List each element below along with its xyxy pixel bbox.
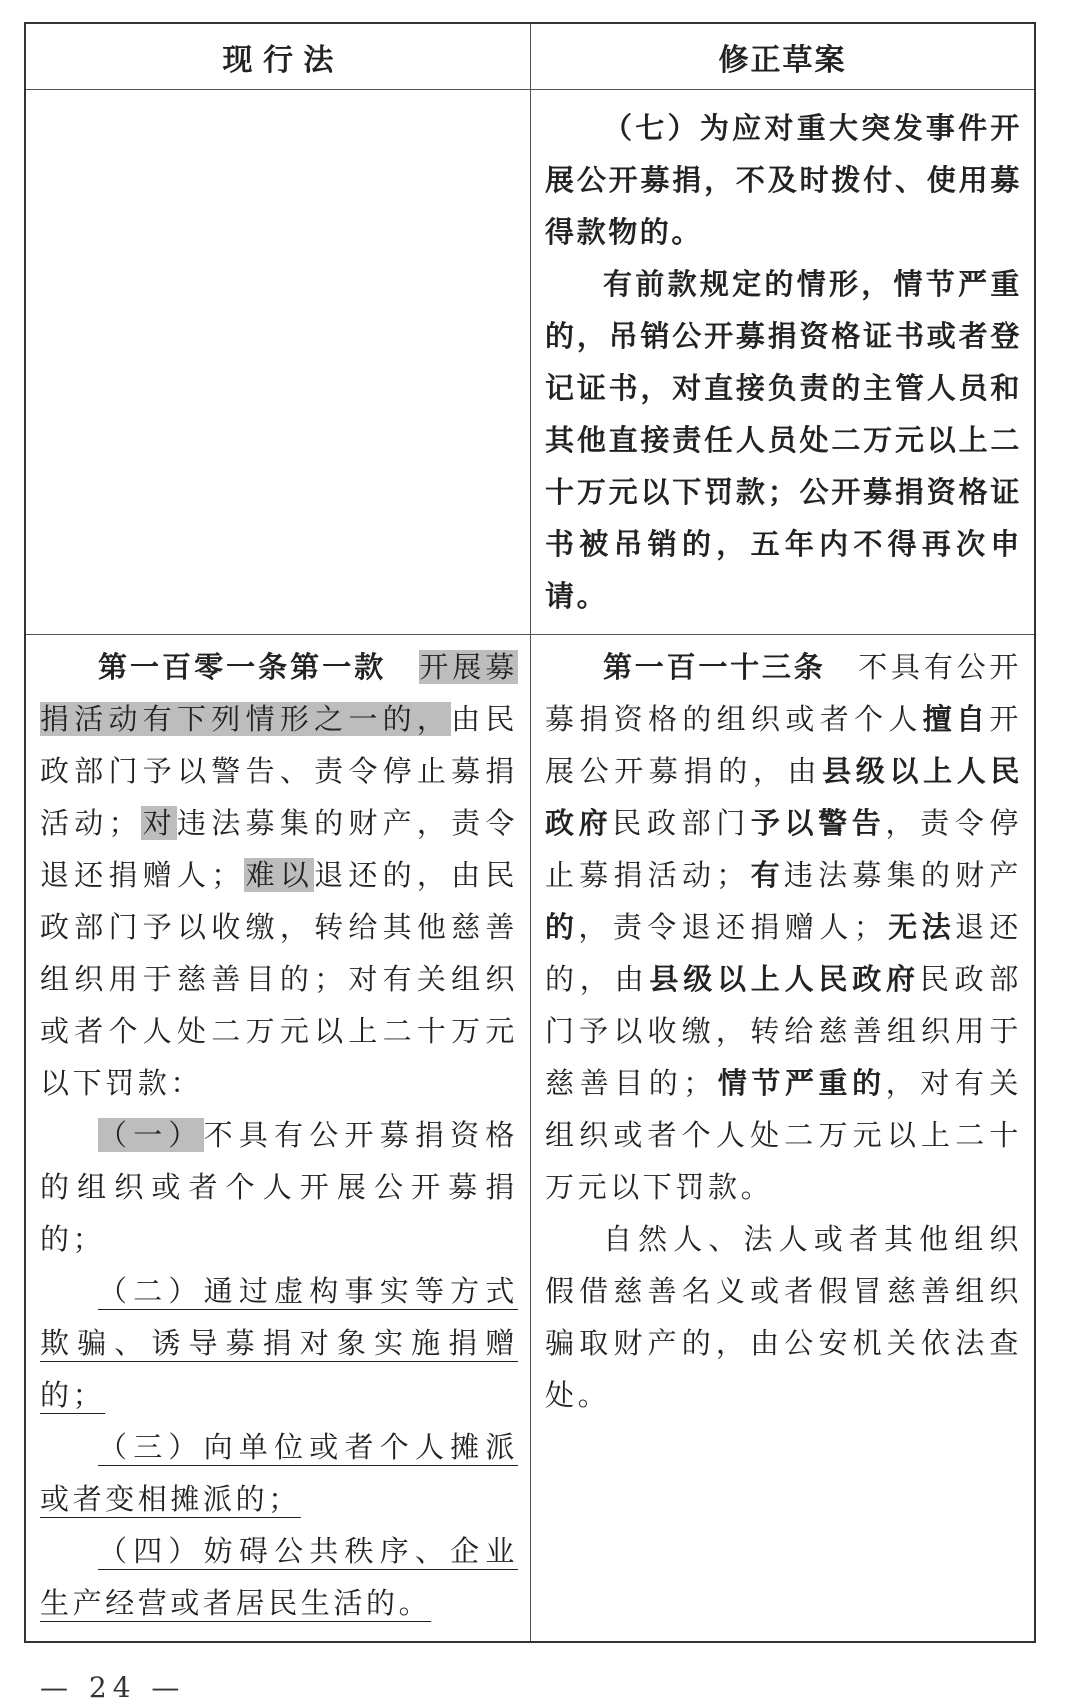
paragraph	[40, 1109, 518, 1265]
underlined-text: （四）妨碍公共秩序、企业生产经营或者居民生活的。	[40, 1534, 518, 1620]
text-segment: 自然人、法人或者其他组织假借慈善名义或者假冒慈善组织骗取财产的，由公安机关依法查处。	[545, 1222, 1022, 1412]
page-number: — 24 —	[40, 1671, 186, 1704]
paragraph	[545, 102, 1022, 258]
header-draft: 修正草案	[531, 24, 1034, 90]
text-segment: 不具有公开募捐资格的组织或者个人开展公开募捐的；	[40, 1118, 518, 1256]
text-segment: 开展公开募捐的，由	[545, 702, 1023, 788]
bold-text: 有前款规定的情形，情节严重的，吊销公开募捐资格证书或者登记证书，对直接负责的主管人员和其他直接责任人员处二万元以上二十万元以下罚款；公开募捐资格证书被吊销的，五年内不得再次申请。	[545, 267, 1022, 613]
bold-text: 予以警告	[750, 806, 886, 840]
bold-text: 县级以上人民政府	[545, 754, 1022, 840]
bold-text: （七）为应对重大突发事件开展公开募捐，不及时拨付、使用募得款物的。	[545, 111, 1022, 249]
bold-text: 的	[545, 910, 579, 944]
text-segment: 违法募集的财产	[783, 858, 1022, 892]
paragraph	[40, 1265, 518, 1421]
bold-text: 情节严重的	[715, 1066, 886, 1100]
text-segment: 违法募集的财产，责令退还捐赠人；	[40, 806, 518, 892]
text-segment: 不具有公开募捐资格的组织或者个人	[545, 650, 1022, 736]
text-segment: 由民政部门予以警告、责令停止募捐活动；	[40, 702, 519, 840]
comparison-table	[24, 22, 1036, 1643]
bold-text: 有	[748, 858, 784, 892]
paragraph	[545, 1213, 1022, 1421]
paragraph	[40, 1421, 518, 1525]
text-segment: 民政部门予以收缴，转给慈善组织用于慈善目的；	[545, 962, 1022, 1100]
text-segment: ，责令停止募捐活动；	[545, 806, 1022, 892]
highlighted-text: （一）	[98, 1118, 204, 1152]
bold-text: 第一百零一条第一款	[98, 650, 387, 684]
bold-text: 擅自	[922, 702, 990, 736]
header-current-law: 现 行 法	[26, 24, 531, 90]
text-segment: 退还的，由	[545, 910, 1023, 996]
row2-current-law	[26, 635, 531, 1641]
paragraph	[545, 258, 1022, 622]
bold-text: 无法	[886, 910, 955, 944]
text-segment: ，责令退还捐赠人；	[578, 910, 887, 944]
bold-text: 县级以上人民政府	[649, 962, 920, 996]
paragraph	[40, 1525, 518, 1629]
row2-draft	[531, 635, 1034, 1641]
row1-draft	[531, 90, 1034, 635]
paragraph	[545, 641, 1022, 1213]
text-segment: 民政部门	[612, 806, 751, 840]
row1-current-law	[26, 90, 531, 635]
text-segment: ，对有关组织或者个人处二万元以上二十万元以下罚款。	[545, 1066, 1022, 1204]
highlighted-text: 对	[141, 806, 178, 840]
bold-text: 第一百一十三条	[603, 650, 826, 684]
highlighted-text: 开展募捐活动有下列情形之一的，	[40, 650, 518, 736]
underlined-text: （三）向单位或者个人摊派或者变相摊派的；	[40, 1430, 518, 1516]
text-segment	[386, 650, 419, 684]
text-segment: 退还的，由民政部门予以收缴，转给其他慈善组织用于慈善目的；对有关组织或者个人处二万元以上二十万元以下罚款：	[40, 858, 518, 1100]
highlighted-text: 难以	[243, 858, 315, 892]
underlined-text: （二）通过虚构事实等方式欺骗、诱导募捐对象实施捐赠的；	[40, 1274, 518, 1412]
paragraph	[40, 641, 518, 1109]
